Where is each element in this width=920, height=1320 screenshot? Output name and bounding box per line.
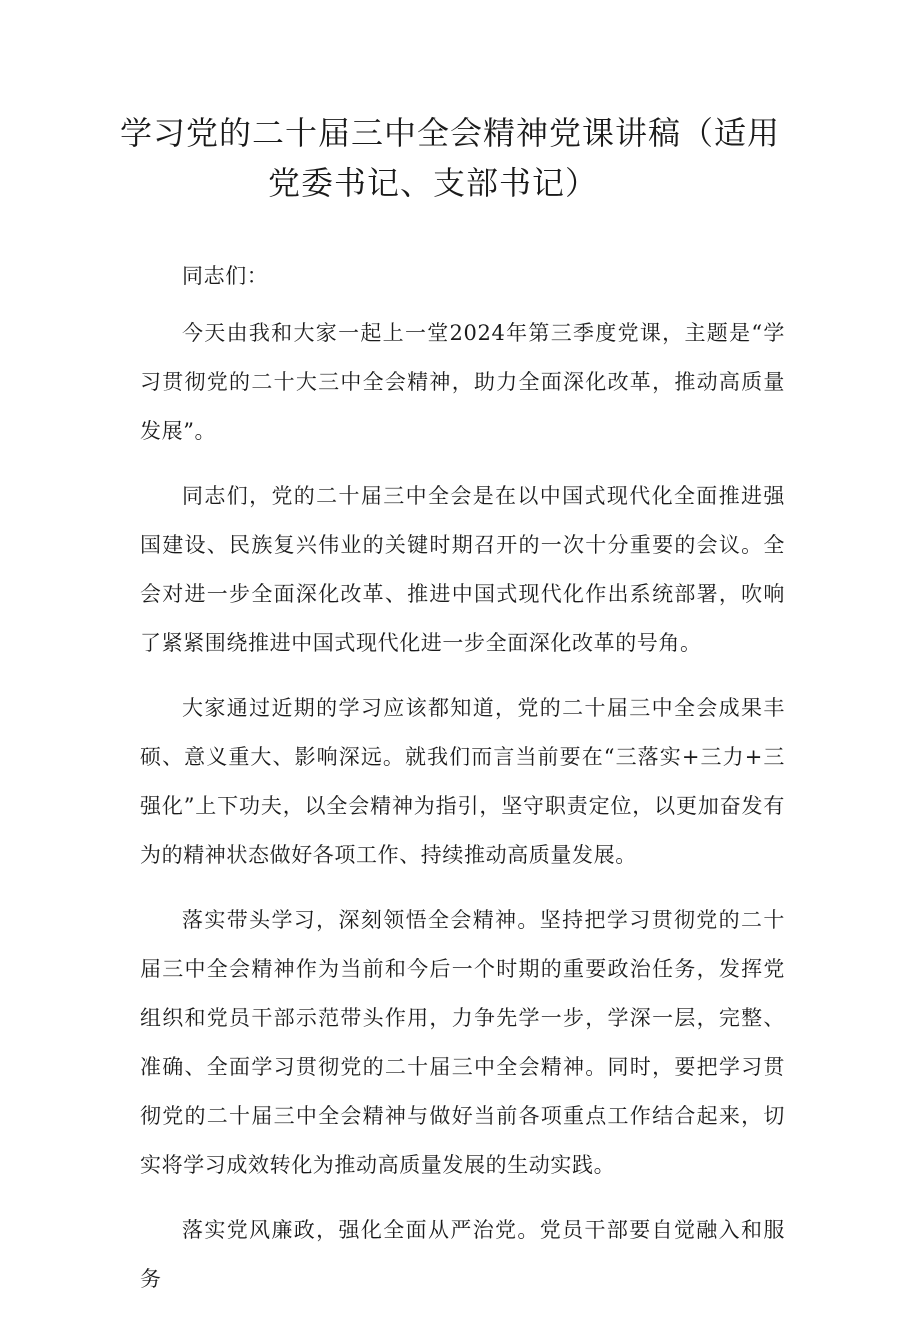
document-body (140, 252, 785, 1320)
title-line-2: 党委书记、支部书记） (268, 164, 599, 202)
title-line-1: 学习党的二十届三中全会精神党课讲稿（适用 (120, 114, 781, 152)
body-paragraph-4: 落实带头学习，深刻领悟全会精神。坚持把学习贯彻党的二十届三中全会精神作为当前和今后一个时期的重要政治任务，发挥党组织和党员干部示范带头作用，力争先学一步，学深一层，完整、准确、全面学习贯彻党的二十届三中全会精神。同时，要把学习贯彻党的二十届三中全会精神与做好当前各项重点工作结合起来，切实将学习成效转化为推动高质量发展的生动实践。 (140, 908, 785, 1177)
body-paragraph-1: 今天由我和大家一起上一堂2024年第三季度党课，主题是“学习贯彻党的二十大三中全会精神，助力全面深化改革，推动高质量发展”。 (140, 321, 785, 443)
body-paragraph-5: 落实党风廉政，强化全面从严治党。党员干部要自觉融入和服务 (140, 1218, 785, 1291)
greeting-paragraph: 同志们： (182, 264, 269, 288)
document-title (120, 108, 800, 208)
body-paragraph-2: 同志们，党的二十届三中全会是在以中国式现代化全面推进强国建设、民族复兴伟业的关键时期召开的一次十分重要的会议。全会对进一步全面深化改革、推进中国式现代化作出系统部署，吹响了紧紧围绕推进中国式现代化进一步全面深化改革的号角。 (140, 484, 785, 655)
body-paragraph-3: 大家通过近期的学习应该都知道，党的二十届三中全会成果丰硕、意义重大、影响深远。就我们而言当前要在“三落实+三力+三强化”上下功夫，以全会精神为指引，坚守职责定位，以更加奋发有为的精神状态做好各项工作、持续推动高质量发展。 (140, 696, 785, 867)
